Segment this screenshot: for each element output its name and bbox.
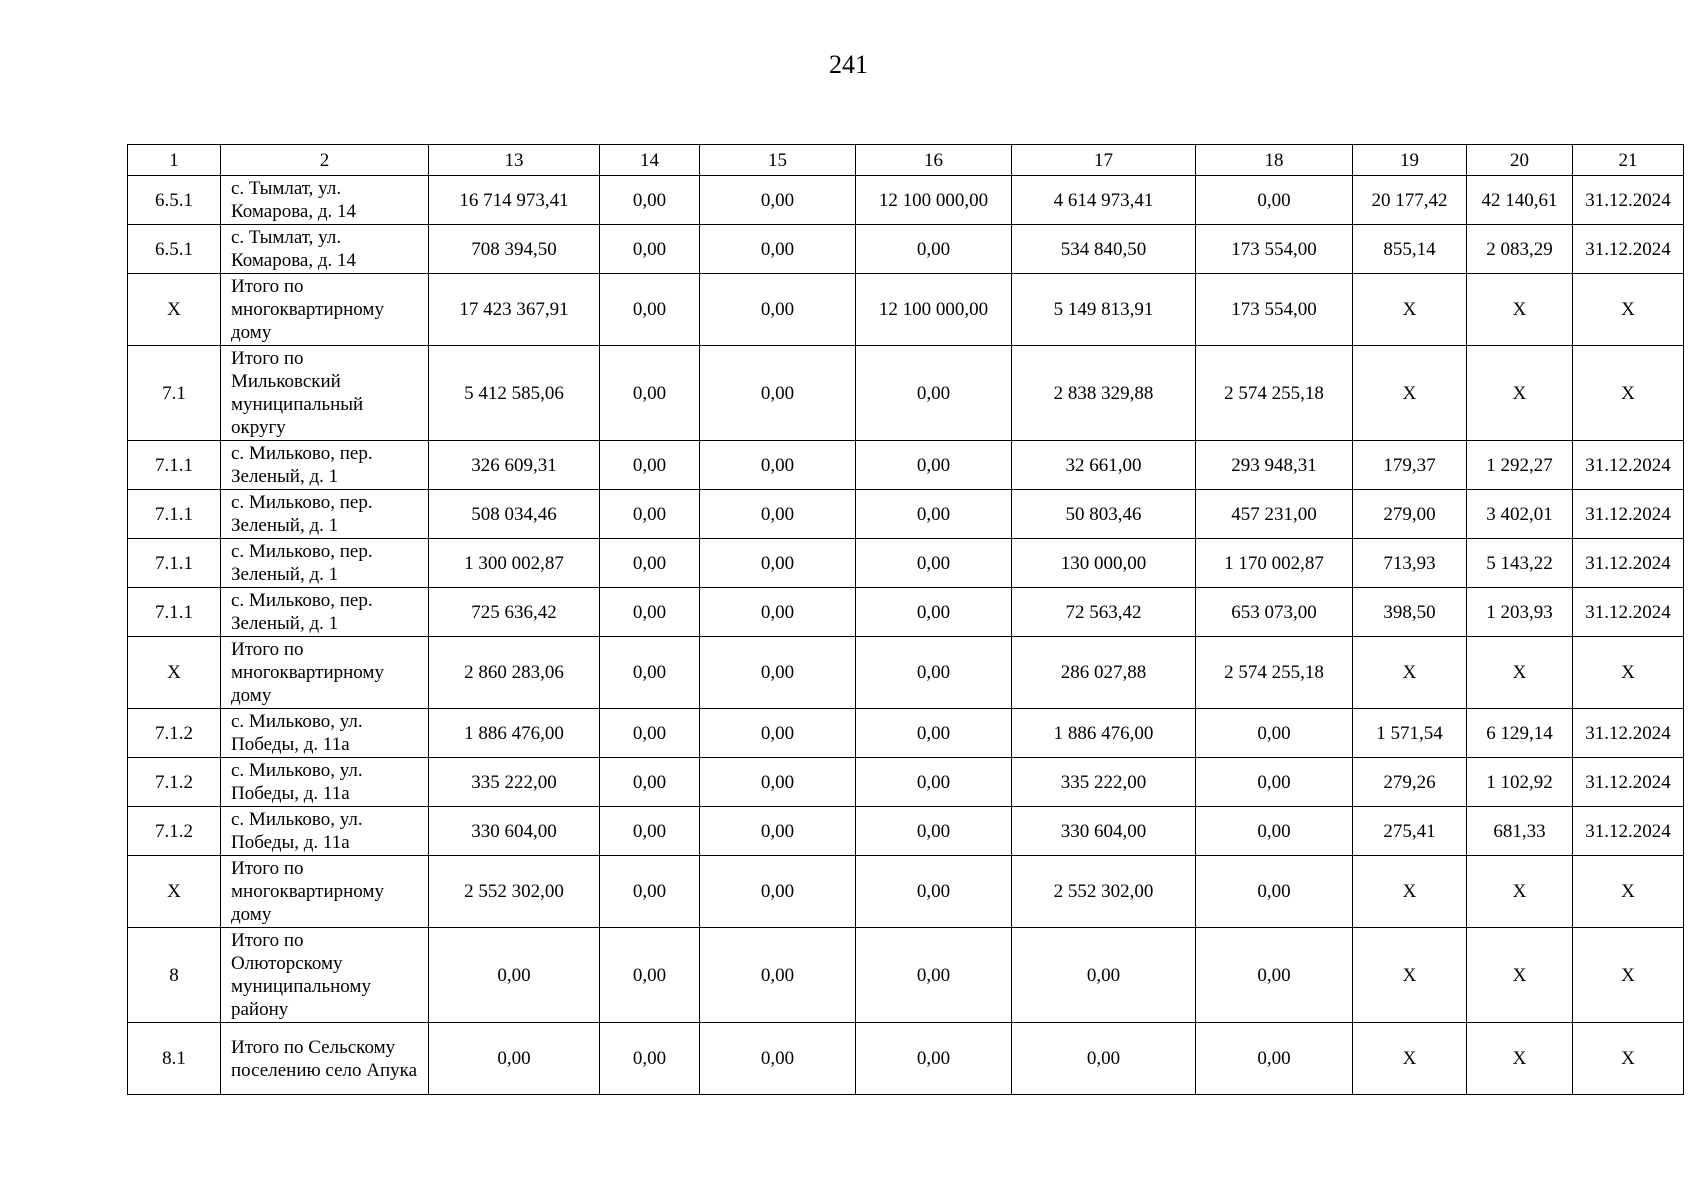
value-cell: 855,14 [1353, 225, 1467, 274]
value-cell: 12 100 000,00 [856, 274, 1012, 346]
value-cell: 0,00 [856, 588, 1012, 637]
value-cell: 0,00 [1196, 807, 1353, 856]
value-cell: 31.12.2024 [1573, 539, 1684, 588]
value-cell: 0,00 [600, 225, 700, 274]
address-cell: с. Мильково, ул. Победы, д. 11а [221, 709, 429, 758]
value-cell: X [1467, 346, 1573, 441]
value-cell: 0,00 [1196, 1023, 1353, 1095]
value-cell: 0,00 [600, 441, 700, 490]
value-cell: 0,00 [700, 441, 856, 490]
value-cell: 2 552 302,00 [429, 856, 600, 928]
value-cell: 0,00 [600, 758, 700, 807]
address-cell: Итого по многоквартирному дому [221, 856, 429, 928]
value-cell: 708 394,50 [429, 225, 600, 274]
value-cell: 1 203,93 [1467, 588, 1573, 637]
value-cell: 713,93 [1353, 539, 1467, 588]
address-cell: с. Мильково, пер. Зеленый, д. 1 [221, 539, 429, 588]
value-cell: 335 222,00 [1012, 758, 1196, 807]
value-cell: 50 803,46 [1012, 490, 1196, 539]
value-cell: 725 636,42 [429, 588, 600, 637]
value-cell: 1 886 476,00 [429, 709, 600, 758]
value-cell: 0,00 [700, 807, 856, 856]
value-cell: 1 102,92 [1467, 758, 1573, 807]
data-table [127, 144, 1684, 1095]
value-cell: 0,00 [700, 856, 856, 928]
value-cell: 0,00 [700, 539, 856, 588]
column-header: 13 [429, 145, 600, 176]
value-cell: 286 027,88 [1012, 637, 1196, 709]
value-cell: 0,00 [1196, 856, 1353, 928]
value-cell: X [1353, 274, 1467, 346]
value-cell: 0,00 [700, 176, 856, 225]
value-cell: 1 170 002,87 [1196, 539, 1353, 588]
value-cell: X [1467, 928, 1573, 1023]
address-cell: с. Мильково, ул. Победы, д. 11а [221, 758, 429, 807]
value-cell: X [1467, 274, 1573, 346]
address-cell: с. Мильково, пер. Зеленый, д. 1 [221, 441, 429, 490]
value-cell: 31.12.2024 [1573, 807, 1684, 856]
address-cell: Итого по Мильковский муниципальный округу [221, 346, 429, 441]
value-cell: 681,33 [1467, 807, 1573, 856]
table-row [128, 928, 1684, 1023]
value-cell: X [1353, 928, 1467, 1023]
value-cell: 17 423 367,91 [429, 274, 600, 346]
value-cell: 293 948,31 [1196, 441, 1353, 490]
value-cell: 130 000,00 [1012, 539, 1196, 588]
value-cell: 2 574 255,18 [1196, 346, 1353, 441]
value-cell: 0,00 [600, 807, 700, 856]
value-cell: 0,00 [1012, 928, 1196, 1023]
value-cell: 0,00 [700, 588, 856, 637]
value-cell: 31.12.2024 [1573, 588, 1684, 637]
value-cell: 2 860 283,06 [429, 637, 600, 709]
value-cell: 31.12.2024 [1573, 709, 1684, 758]
table-row [128, 709, 1684, 758]
row-number-cell: X [128, 274, 221, 346]
table-row [128, 274, 1684, 346]
row-number-cell: 6.5.1 [128, 176, 221, 225]
column-header: 1 [128, 145, 221, 176]
value-cell: 2 838 329,88 [1012, 346, 1196, 441]
value-cell: X [1573, 637, 1684, 709]
address-cell: Итого по Олюторскому муниципальному району [221, 928, 429, 1023]
column-header: 2 [221, 145, 429, 176]
row-number-cell: 7.1.2 [128, 709, 221, 758]
value-cell: 0,00 [856, 637, 1012, 709]
value-cell: X [1353, 346, 1467, 441]
value-cell: 653 073,00 [1196, 588, 1353, 637]
row-number-cell: X [128, 856, 221, 928]
address-cell: с. Мильково, пер. Зеленый, д. 1 [221, 490, 429, 539]
value-cell: 31.12.2024 [1573, 490, 1684, 539]
value-cell: 0,00 [856, 758, 1012, 807]
address-cell: с. Мильково, пер. Зеленый, д. 1 [221, 588, 429, 637]
column-header: 21 [1573, 145, 1684, 176]
row-number-cell: 6.5.1 [128, 225, 221, 274]
address-cell: с. Тымлат, ул. Комарова, д. 14 [221, 225, 429, 274]
value-cell: 31.12.2024 [1573, 758, 1684, 807]
value-cell: X [1467, 1023, 1573, 1095]
value-cell: 6 129,14 [1467, 709, 1573, 758]
value-cell: 0,00 [700, 1023, 856, 1095]
value-cell: 5 149 813,91 [1012, 274, 1196, 346]
value-cell: 4 614 973,41 [1012, 176, 1196, 225]
value-cell: 16 714 973,41 [429, 176, 600, 225]
value-cell: 0,00 [600, 928, 700, 1023]
value-cell: 0,00 [600, 637, 700, 709]
value-cell: 1 292,27 [1467, 441, 1573, 490]
value-cell: 0,00 [600, 856, 700, 928]
value-cell: 0,00 [856, 490, 1012, 539]
value-cell: X [1573, 346, 1684, 441]
value-cell: 0,00 [600, 346, 700, 441]
table-row [128, 441, 1684, 490]
value-cell: 0,00 [1196, 928, 1353, 1023]
value-cell: 457 231,00 [1196, 490, 1353, 539]
table-row [128, 807, 1684, 856]
value-cell: 275,41 [1353, 807, 1467, 856]
value-cell: 335 222,00 [429, 758, 600, 807]
value-cell: X [1353, 637, 1467, 709]
row-number-cell: 7.1.1 [128, 588, 221, 637]
table-row [128, 637, 1684, 709]
table-row [128, 490, 1684, 539]
table-row [128, 176, 1684, 225]
row-number-cell: 8.1 [128, 1023, 221, 1095]
column-header: 20 [1467, 145, 1573, 176]
column-header: 17 [1012, 145, 1196, 176]
value-cell: 2 552 302,00 [1012, 856, 1196, 928]
value-cell: 330 604,00 [429, 807, 600, 856]
column-header: 19 [1353, 145, 1467, 176]
value-cell: 31.12.2024 [1573, 441, 1684, 490]
value-cell: 32 661,00 [1012, 441, 1196, 490]
value-cell: 1 886 476,00 [1012, 709, 1196, 758]
value-cell: 0,00 [856, 856, 1012, 928]
value-cell: 0,00 [700, 928, 856, 1023]
value-cell: 0,00 [856, 928, 1012, 1023]
table-row [128, 225, 1684, 274]
value-cell: 42 140,61 [1467, 176, 1573, 225]
value-cell: 173 554,00 [1196, 274, 1353, 346]
table-row [128, 856, 1684, 928]
value-cell: X [1573, 928, 1684, 1023]
value-cell: 173 554,00 [1196, 225, 1353, 274]
value-cell: X [1573, 1023, 1684, 1095]
value-cell: 0,00 [429, 1023, 600, 1095]
table-row [128, 539, 1684, 588]
value-cell: 0,00 [600, 274, 700, 346]
address-cell: с. Тымлат, ул. Комарова, д. 14 [221, 176, 429, 225]
value-cell: 0,00 [700, 490, 856, 539]
value-cell: 0,00 [700, 274, 856, 346]
value-cell: 0,00 [600, 588, 700, 637]
value-cell: X [1573, 856, 1684, 928]
value-cell: 508 034,46 [429, 490, 600, 539]
value-cell: 2 574 255,18 [1196, 637, 1353, 709]
row-number-cell: 7.1.2 [128, 758, 221, 807]
row-number-cell: 7.1.1 [128, 441, 221, 490]
value-cell: 0,00 [856, 441, 1012, 490]
value-cell: 279,00 [1353, 490, 1467, 539]
value-cell: X [1353, 1023, 1467, 1095]
address-cell: с. Мильково, ул. Победы, д. 11а [221, 807, 429, 856]
value-cell: 0,00 [856, 539, 1012, 588]
value-cell: 0,00 [600, 176, 700, 225]
value-cell: 3 402,01 [1467, 490, 1573, 539]
row-number-cell: 7.1.2 [128, 807, 221, 856]
value-cell: 0,00 [700, 637, 856, 709]
value-cell: 0,00 [600, 490, 700, 539]
address-cell: Итого по многоквартирному дому [221, 637, 429, 709]
value-cell: 0,00 [1012, 1023, 1196, 1095]
value-cell: 326 609,31 [429, 441, 600, 490]
value-cell: 0,00 [1196, 709, 1353, 758]
value-cell: 5 143,22 [1467, 539, 1573, 588]
value-cell: 2 083,29 [1467, 225, 1573, 274]
row-number-cell: 7.1 [128, 346, 221, 441]
value-cell: 0,00 [856, 1023, 1012, 1095]
column-header: 18 [1196, 145, 1353, 176]
table-row [128, 588, 1684, 637]
column-header: 15 [700, 145, 856, 176]
value-cell: X [1467, 637, 1573, 709]
column-header: 14 [600, 145, 700, 176]
table-row [128, 758, 1684, 807]
value-cell: 5 412 585,06 [429, 346, 600, 441]
value-cell: X [1467, 856, 1573, 928]
value-cell: 179,37 [1353, 441, 1467, 490]
value-cell: X [1573, 274, 1684, 346]
value-cell: 0,00 [700, 225, 856, 274]
value-cell: 0,00 [600, 1023, 700, 1095]
value-cell: 0,00 [429, 928, 600, 1023]
value-cell: 398,50 [1353, 588, 1467, 637]
value-cell: 0,00 [1196, 176, 1353, 225]
address-cell: Итого по многоквартирному дому [221, 274, 429, 346]
value-cell: 0,00 [600, 709, 700, 758]
value-cell: 0,00 [700, 758, 856, 807]
row-number-cell: X [128, 637, 221, 709]
value-cell: 279,26 [1353, 758, 1467, 807]
value-cell: 1 571,54 [1353, 709, 1467, 758]
value-cell: 0,00 [856, 225, 1012, 274]
table-row [128, 346, 1684, 441]
value-cell: 0,00 [856, 346, 1012, 441]
page-number: 241 [829, 50, 868, 79]
table-body [128, 176, 1684, 1095]
table-row [128, 1023, 1684, 1095]
value-cell: 31.12.2024 [1573, 225, 1684, 274]
value-cell: 1 300 002,87 [429, 539, 600, 588]
value-cell: 0,00 [700, 346, 856, 441]
row-number-cell: 7.1.1 [128, 490, 221, 539]
table-header-row [128, 145, 1684, 176]
value-cell: 0,00 [856, 807, 1012, 856]
value-cell: 0,00 [1196, 758, 1353, 807]
row-number-cell: 8 [128, 928, 221, 1023]
value-cell: 12 100 000,00 [856, 176, 1012, 225]
value-cell: 534 840,50 [1012, 225, 1196, 274]
value-cell: 31.12.2024 [1573, 176, 1684, 225]
address-cell: Итого по Сельскому поселению село Апука [221, 1023, 429, 1095]
value-cell: 0,00 [700, 709, 856, 758]
column-header: 16 [856, 145, 1012, 176]
value-cell: X [1353, 856, 1467, 928]
value-cell: 20 177,42 [1353, 176, 1467, 225]
value-cell: 72 563,42 [1012, 588, 1196, 637]
value-cell: 0,00 [856, 709, 1012, 758]
value-cell: 330 604,00 [1012, 807, 1196, 856]
value-cell: 0,00 [600, 539, 700, 588]
row-number-cell: 7.1.1 [128, 539, 221, 588]
